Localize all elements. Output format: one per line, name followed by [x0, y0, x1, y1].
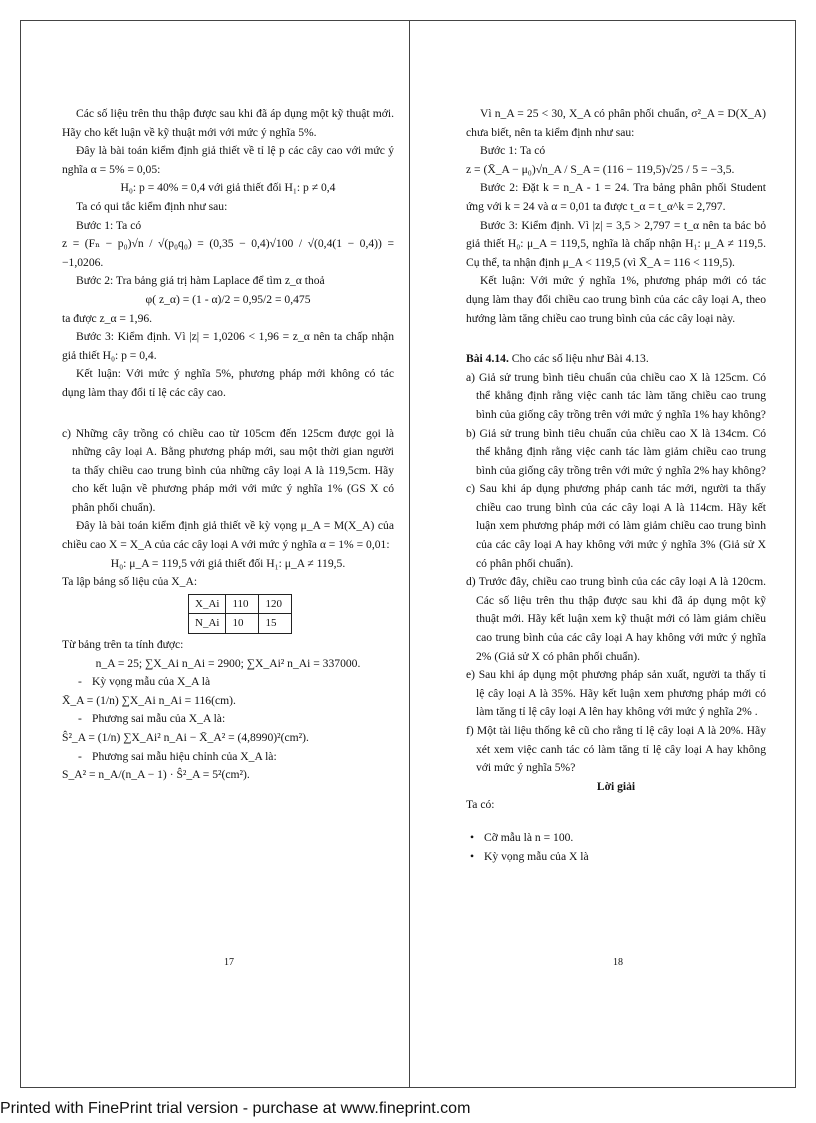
list-item: - Phương sai mẫu hiệu chỉnh của X_A là:	[62, 748, 394, 767]
formula-z: z = (X̄_A − μ₀)√n_A / S_A = (116 − 119,5)√25 / 5 = −3,5.	[466, 162, 735, 176]
list-item: d) Trước đây, chiều cao trung bình của các cây loại A là 120cm. Các số liệu trên thu thập được sau khi đã áp dụng một kỹ thuật mới. Hãy kết luận xem kỹ thuật mới có làm giảm chiều cao trung bình của các cây loại A hay không với mức ý nghĩa 2% (Giả sử X có phân phối chuẩn).	[466, 575, 766, 663]
table-cell: N_Ai	[189, 614, 226, 634]
step-label: Bước 2: Tra bảng giá trị hàm Laplace để tìm z_α thoả	[76, 274, 325, 288]
hypothesis: H₀: p = 40% = 0,4 với giả thiết đối H₁: p ≠ 0,4	[120, 181, 336, 195]
paragraph: Các số liệu trên thu thập được sau khi đã áp dụng một kỹ thuật mới. Hãy cho kết luận về kỹ thuật mới với mức ý nghĩa 5%.	[62, 107, 394, 139]
list-item: a) Giả sử trung bình tiêu chuẩn của chiều cao X là 125cm. Có thể khẳng định rằng việc canh tác làm tăng chiều cao trung bình của giống cây trồng trên với mức ý nghĩa 1% hay không?	[466, 370, 766, 421]
list-item: c) Sau khi áp dụng phương pháp canh tác mới, người ta thấy chiều cao trung bình của các cây loại A là 114cm. Hãy kết luận xem phương pháp mới có làm giảm chiều cao trung bình của các cây loại A hay không với mức ý nghĩa 3% (Giả sử X có phân phối chuẩn).	[466, 482, 766, 570]
table-cell: X_Ai	[189, 594, 226, 614]
solution-heading: Lời giải	[596, 779, 636, 793]
frequency-table	[188, 594, 292, 634]
page-number: 17	[224, 957, 234, 968]
list-item: b) Giả sử trung bình tiêu chuẩn của chiều cao X là 134cm. Có thể khẳng định rằng việc canh tác làm giảm chiều cao trung bình của giống cây trồng trên với mức ý nghĩa 2% hay không?	[466, 426, 766, 477]
step-label: Bước 1: Ta có	[480, 144, 546, 158]
list-item: f) Một tài liệu thống kê cũ cho rằng tỉ lệ cây loại A là 20%. Hãy xét xem việc canh tác có làm tăng tỉ lệ cây loại A hay không với mức ý nghĩa 5%?	[466, 724, 766, 775]
list-item: e) Sau khi áp dụng một phương pháp sản xuất, người ta thấy tỉ lệ cây loại A là 35%. Hãy kết luận xem phương pháp mới có làm tăng tỉ lệ cây loại A lên hay không với mức ý nghĩa 2% .	[466, 668, 766, 719]
paragraph: Ta lập bảng số liệu của X_A:	[62, 575, 198, 589]
conclusion: Kết luận: Với mức ý nghĩa 5%, phương pháp mới không có tác dụng làm thay đổi tỉ lệ các cây cao.	[62, 367, 394, 399]
paragraph: Ta có:	[466, 798, 495, 812]
formula-z: z = (Fₙ − p₀)√n / √(p₀q₀) = (0,35 − 0,4)√100 / √(0,4(1 − 0,4)) = −1,0206.	[62, 237, 394, 269]
table-cell: 15	[259, 614, 292, 634]
table-cell: 10	[226, 614, 259, 634]
paragraph: Bước 3: Kiểm định. Vì |z| = 3,5 > 2,797 = t_α nên ta bác bỏ giả thiết H₀: μ_A = 119,5, nghĩa là chấp nhận H₁: μ_A ≠ 119,5. Cụ thể, ta nhận định μ_A < 119,5 (vì X̄_A = 116 < 119,5).	[466, 218, 766, 269]
paragraph: Bước 2: Đặt k = n_A - 1 = 24. Tra bảng phân phối Student ứng với k = 24 và α = 0,01 ta được t_α = t_α^k = 2,797.	[466, 181, 766, 213]
formula-phi: φ( z_α) = (1 - α)/2 = 0,95/2 = 0,475	[145, 292, 311, 306]
formula-variance: Ŝ²_A = (1/n) ∑X_Ai² n_Ai − X̄_A² = (4,8990)²(cm²).	[62, 731, 309, 744]
formula-mean: X̄_A = (1/n) ∑X_Ai n_Ai = 116(cm).	[62, 693, 236, 707]
page-17	[62, 105, 394, 785]
table-cell: 120	[259, 594, 292, 614]
hypothesis: H₀: μ_A = 119,5 với giả thiết đối H₁: μ_A ≠ 119,5.	[110, 556, 346, 570]
paragraph: Đây là bài toán kiểm định giả thiết về tỉ lệ p các cây cao với mức ý nghĩa α = 5% = 0,05:	[62, 144, 394, 176]
exercise-part-c: c) Những cây trồng có chiều cao từ 105cm đến 125cm được gọi là những cây loại A. Bằng phương pháp mới, sau một thời gian người ta thấy chiều cao trung bình của những cây loại A là 119,5cm. Hãy cho kết luận về phương pháp mới với mức ý nghĩa 1% (GS X có phân phối chuẩn).	[62, 426, 394, 514]
paragraph: Đây là bài toán kiểm định giả thiết về kỳ vọng μ_A = M(X_A) của chiều cao X = X_A của các cây loại A với mức ý nghĩa α = 1% = 0,01:	[62, 519, 394, 552]
paragraph: Vì n_A = 25 < 30, X_A có phân phối chuẩn, σ²_A = D(X_A) chưa biết, nên ta kiểm định như sau:	[466, 107, 766, 139]
formula-sums: n_A = 25; ∑X_Ai n_Ai = 2900; ∑X_Ai² n_Ai = 337000.	[95, 656, 361, 670]
exercise-text: Cho các số liệu như Bài 4.13.	[508, 352, 649, 366]
table-row	[189, 594, 292, 614]
paragraph: Ta có qui tắc kiểm định như sau:	[76, 199, 228, 213]
column-divider	[409, 20, 410, 1088]
exercise-label: Bài 4.14.	[466, 352, 509, 366]
bullet-item: • Kỳ vọng mẫu của X là	[466, 848, 766, 867]
footer-watermark: Printed with FinePrint trial version - purchase at www.fineprint.com	[0, 1100, 471, 1117]
list-item: - Phương sai mẫu của X_A là:	[62, 710, 394, 729]
paragraph: Bước 3: Kiểm định. Vì |z| = 1,0206 < 1,96 = z_α nên ta chấp nhận giả thiết H₀: p = 0,4.	[62, 330, 394, 362]
bullet-item: • Cỡ mẫu là n = 100.	[466, 829, 766, 848]
table-row	[189, 614, 292, 634]
exercise-heading	[466, 350, 766, 369]
table-cell: 110	[226, 594, 259, 614]
page-number: 18	[613, 957, 623, 968]
formula-corrected-variance: S_A² = n_A/(n_A − 1) · Ŝ²_A = 5²(cm²).	[62, 768, 250, 782]
list-item: - Kỳ vọng mẫu của X_A là	[62, 673, 394, 692]
step-label: Bước 1: Ta có	[76, 218, 142, 232]
paragraph: Từ bảng trên ta tính được:	[62, 638, 184, 652]
paragraph: ta được z_α = 1,96.	[62, 311, 153, 325]
conclusion: Kết luận: Với mức ý nghĩa 1%, phương pháp mới có tác dụng làm thay đổi chiều cao trung bình của các cây loại A, theo hướng làm tăng chiều cao trung bình của các cây loại này.	[466, 274, 766, 325]
page-18	[466, 105, 766, 866]
